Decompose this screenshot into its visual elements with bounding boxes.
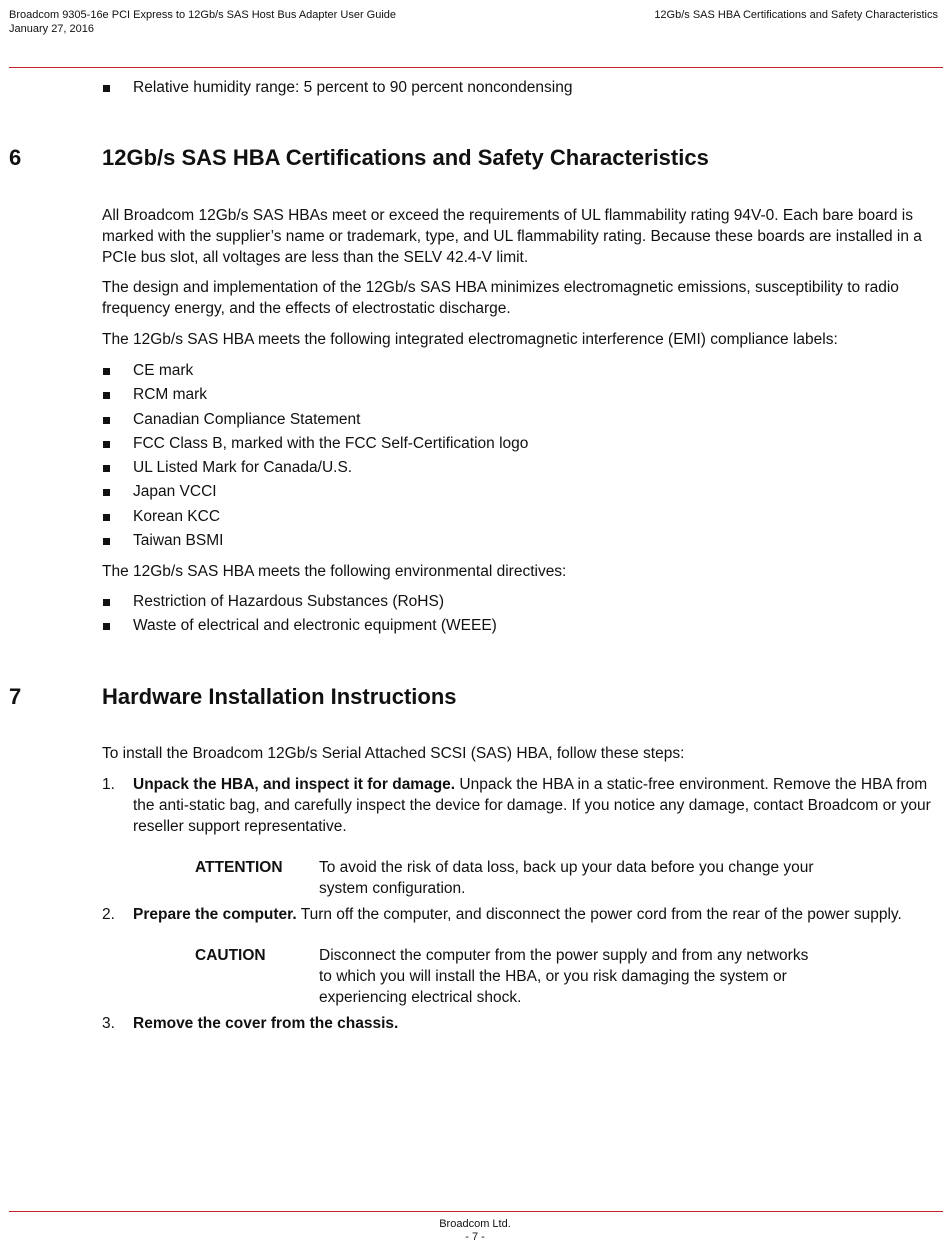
step-item [102,904,942,925]
env-directive-list [102,590,497,639]
header-section-title: 12Gb/s SAS HBA Certifications and Safety Characteristics [654,9,938,21]
paragraph: The 12Gb/s SAS HBA meets the following environmental directives: [102,563,567,580]
section-title: Hardware Installation Instructions [102,684,457,709]
bullet-icon [103,85,110,92]
bullet-icon [103,489,110,496]
list-item: Relative humidity range: 5 percent to 90 percent noncondensing [102,76,572,100]
list-item: Waste of electrical and electronic equipment (WEEE) [102,614,497,638]
list-item: Canadian Compliance Statement [102,408,528,432]
step-text: Unpack the HBA in a static-free environment. Remove the HBA from the anti-static bag, and carefully inspect the device for damage. If you notice any damage, contact Broadcom or your reseller support representative. [133,776,931,835]
bullet-icon [103,417,110,424]
list-item: Restriction of Hazardous Substances (RoHS) [102,590,497,614]
list-item: Japan VCCI [102,480,528,504]
paragraph: The design and implementation of the 12Gb/s SAS HBA minimizes electromagnetic emissions, susceptibility to radio frequency energy, and the effects of electrostatic discharge. [102,279,899,317]
section-title: 12Gb/s SAS HBA Certifications and Safety Characteristics [102,145,709,170]
emi-label-list [102,359,528,553]
bullet-icon [103,392,110,399]
section-number: 7 [9,684,22,709]
attention-text: To avoid the risk of data loss, back up your data before you change your system configuration. [319,859,814,897]
bullet-icon [103,368,110,375]
step-number: 1. [102,776,115,793]
page-number: - 7 - [465,1231,485,1243]
list-item: UL Listed Mark for Canada/U.S. [102,456,528,480]
list-item: Korean KCC [102,505,528,529]
paragraph: The 12Gb/s SAS HBA meets the following integrated electromagnetic interference (EMI) compliance labels: [102,331,838,348]
bullet-icon [103,538,110,545]
step-heading: Remove the cover from the chassis. [133,1015,399,1032]
page-header-left [9,8,396,36]
intro-bullet-list [102,76,572,100]
section-number: 6 [9,145,22,170]
paragraph: To install the Broadcom 12Gb/s Serial Attached SCSI (SAS) HBA, follow these steps: [102,745,685,762]
caution-text: Disconnect the computer from the power supply and from any networks to which you will install the HBA, or you risk damaging the system or experiencing electrical shock. [319,947,809,1006]
step-text: Turn off the computer, and disconnect the power cord from the rear of the power supply. [296,906,902,923]
bullet-icon [103,465,110,472]
page-footer [0,1218,950,1244]
list-item: Taiwan BSMI [102,529,528,553]
attention-label: ATTENTION [195,859,283,876]
list-item: CE mark [102,359,528,383]
footer-company: Broadcom Ltd. [439,1218,511,1230]
footer-rule [9,1211,943,1212]
list-item: RCM mark [102,383,528,407]
bullet-icon [103,514,110,521]
step-number: 3. [102,1015,115,1032]
header-date: January 27, 2016 [9,23,95,35]
step-number: 2. [102,906,115,923]
list-item: FCC Class B, marked with the FCC Self-Certification logo [102,432,528,456]
bullet-icon [103,623,110,630]
header-rule [9,67,943,68]
step-heading: Prepare the computer. [133,906,297,923]
bullet-icon [103,599,110,606]
step-heading: Unpack the HBA, and inspect it for damage. [133,776,456,793]
bullet-icon [103,441,110,448]
step-item [102,1013,942,1034]
header-doc-title: Broadcom 9305-16e PCI Express to 12Gb/s SAS Host Bus Adapter User Guide [9,9,397,21]
caution-label: CAUTION [195,947,266,964]
step-item [102,774,942,837]
paragraph: All Broadcom 12Gb/s SAS HBAs meet or exceed the requirements of UL flammability rating 94V-0. Each bare board is marked with the supplier’s name or trademark, type, and UL flammability rating. Because these boards are installed in a PCIe bus slot, all voltages are less than the SELV 42.4-V limit. [102,207,922,266]
